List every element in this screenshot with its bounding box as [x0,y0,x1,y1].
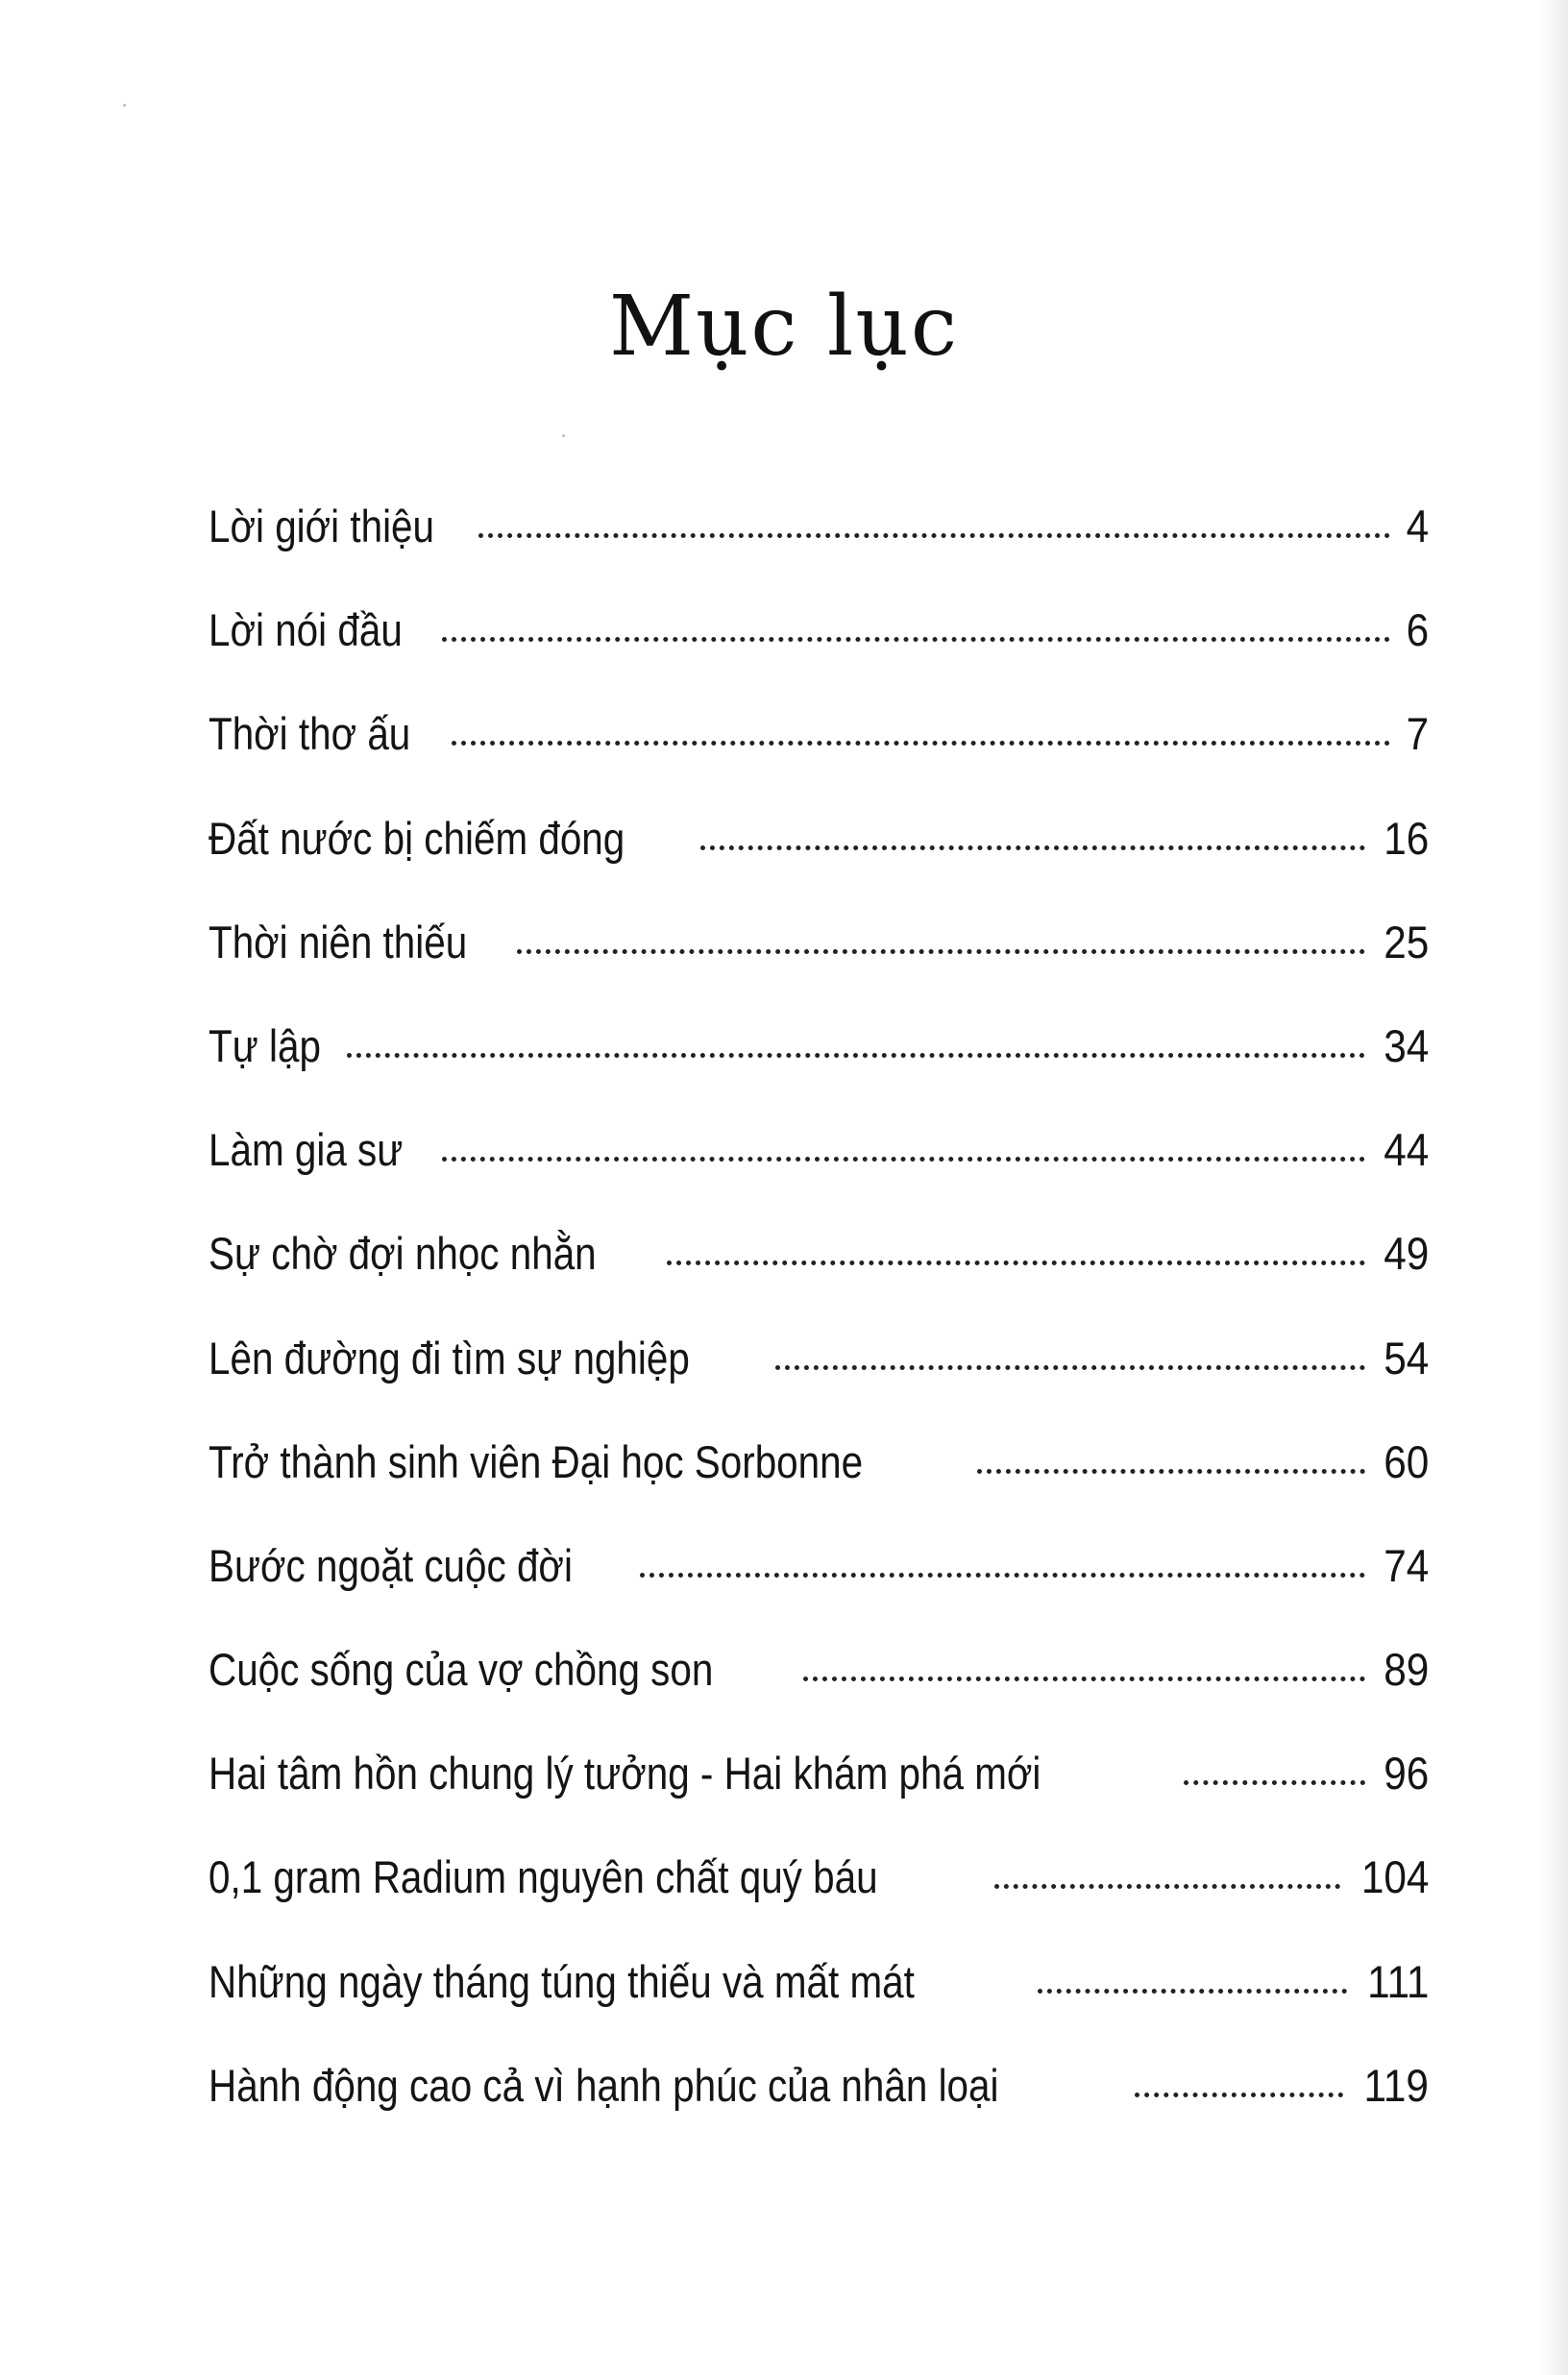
toc-entry-title: Hai tâm hồn chung lý tưởng - Hai khám phá mới [208,1748,1041,1800]
toc-entry [208,812,1429,916]
toc-entry [208,1019,1429,1123]
toc-entry-page: 54 [1383,1332,1429,1383]
dot-leader [517,949,1365,954]
toc-entry-page: 7 [1406,708,1429,760]
toc-entry-page: 74 [1383,1539,1429,1591]
dot-leader [977,1469,1365,1474]
toc-entry-title: Đất nước bị chiếm đóng [208,812,625,864]
toc-entry-title: Lời giới thiệu [208,501,435,551]
dot-leader [1038,1989,1347,1994]
toc-entry-page: 34 [1383,1019,1429,1071]
toc-entry [208,1539,1429,1643]
toc-entry [208,603,1429,707]
paper-speck [562,434,565,437]
toc-entry-title: Thời thơ ấu [208,708,411,760]
dot-leader [452,741,1390,746]
toc-entry-page: 96 [1383,1748,1429,1800]
toc-entry-page: 60 [1383,1435,1429,1487]
dot-leader [1184,1780,1364,1785]
toc-entry [208,1747,1429,1850]
dot-leader [1135,2093,1343,2097]
toc-entry [208,1850,1429,1954]
toc-entry-title: Những ngày tháng túng thiếu và mất mát [208,1955,915,2007]
toc-entry-title: Thời niên thiếu [208,916,468,967]
page-title: Mục lục [608,279,959,375]
toc-entry [208,916,1429,1019]
toc-entry [208,707,1429,811]
toc-entry [208,1123,1429,1227]
toc-entry [208,1227,1429,1331]
dot-leader [478,533,1390,538]
toc-entry-title: Hành động cao cả vì hạnh phúc của nhân loại [208,2059,999,2111]
dot-leader [442,637,1390,642]
toc-entry-page: 6 [1406,604,1429,656]
toc-entry-page: 89 [1383,1644,1429,1696]
dot-leader [700,845,1365,850]
dot-leader [667,1261,1364,1265]
toc-entry-page: 119 [1363,2059,1429,2111]
dot-leader [803,1677,1365,1681]
toc-entry [208,1435,1429,1539]
toc-entry [208,2059,1429,2163]
dot-leader [442,1157,1364,1162]
toc-entry [208,1955,1429,2059]
toc-entry-page: 111 [1366,1955,1429,2007]
toc-entry [208,500,1429,603]
dot-leader [994,1884,1340,1889]
toc-entry [208,1643,1429,1747]
toc-entry-page: 25 [1383,916,1429,967]
toc-entry-page: 44 [1383,1124,1429,1176]
toc-entry-title: Lời nói đầu [208,604,403,656]
toc-entry-title: Lên đường đi tìm sự nghiệp [208,1332,690,1383]
toc-entry-title: Trở thành sinh viên Đại học Sorbonne [208,1435,864,1487]
toc-entry [208,1332,1429,1435]
toc-entry-title: Sự chờ đợi nhọc nhằn [208,1228,597,1280]
toc-entry-title: Làm gia sư [208,1124,404,1176]
table-of-contents [208,500,1429,2163]
toc-entry-page: 4 [1406,501,1429,551]
dot-leader [775,1365,1364,1370]
toc-entry-page: 49 [1383,1228,1429,1280]
dot-leader [640,1573,1365,1578]
paper-speck [123,104,126,107]
toc-entry-page: 104 [1360,1851,1429,1903]
toc-entry-title: Tự lập [208,1019,321,1071]
toc-entry-title: Bước ngoặt cuộc đời [208,1539,573,1591]
toc-entry-title: 0,1 gram Radium nguyên chất quý báu [208,1851,878,1903]
dot-leader [347,1053,1365,1058]
toc-entry-page: 16 [1383,812,1429,864]
toc-entry-title: Cuộc sống của vợ chồng son [208,1644,714,1696]
